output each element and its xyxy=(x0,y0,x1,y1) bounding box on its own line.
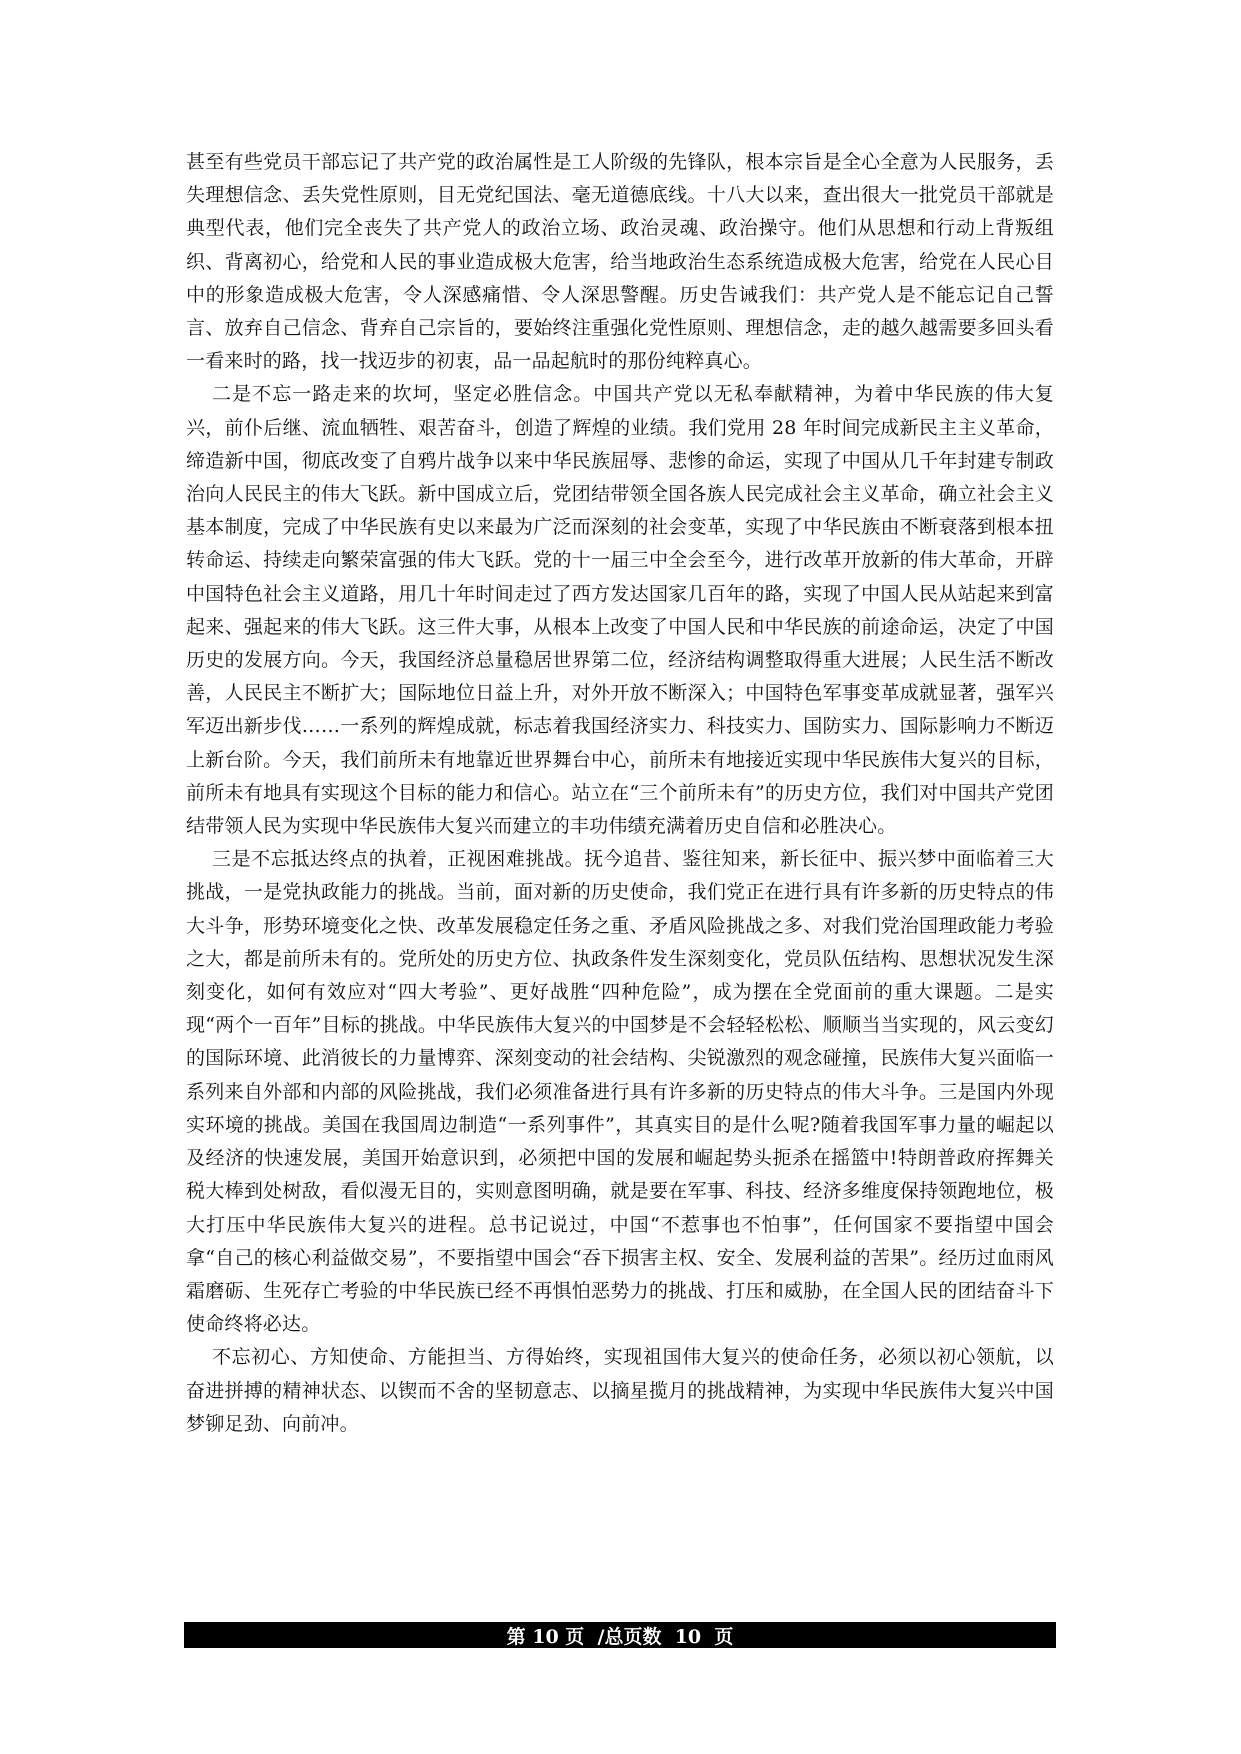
document-body xyxy=(186,146,1054,1441)
paragraph-4: 不忘初心、方知使命、方能担当、方得始终，实现祖国伟大复兴的使命任务，必须以初心领航，以奋进拼搏的精神状态、以锲而不舍的坚韧意志、以摘星揽月的挑战精神，为实现中华民族伟大复兴中国梦铆足劲、向前冲。 xyxy=(186,1346,1054,1435)
paragraph-2: 二是不忘一路走来的坎坷，坚定必胜信念。中国共产党以无私奉献精神，为着中华民族的伟大复兴，前仆后继、流血牺牲、艰苦奋斗，创造了辉煌的业绩。我们党用 28 年时间完成新民主主义革命，缔造新中国，彻底改变了自鸦片战争以来中华民族屈辱、悲惨的命运，实现了中国从几千年封建专制政治向人民民主的伟大飞跃。新中国成立后，党团结带领全国各族人民完成社会主义革命，确立社会主义基本制度，完成了中华民族有史以来最为广泛而深刻的社会变革，实现了中华民族由不断衰落到根本扭转命运、持续走向繁荣富强的伟大飞跃。党的十一届三中全会至今，进行改革开放新的伟大革命，开辟中国特色社会主义道路，用几十年时间走过了西方发达国家几百年的路，实现了中国人民从站起来到富起来、强起来的伟大飞跃。这三件大事，从根本上改变了中国人民和中华民族的前途命运，决定了中国历史的发展方向。今天，我国经济总量稳居世界第二位，经济结构调整取得重大进展；人民生活不断改善，人民民主不断扩大；国际地位日益上升，对外开放不断深入；中国特色军事变革成就显著，强军兴军迈出新步伐……一系列的辉煌成就，标志着我国经济实力、科技实力、国防实力、国际影响力不断迈上新台阶。今天，我们前所未有地靠近世界舞台中心，前所未有地接近实现中华民族伟大复兴的目标，前所未有地具有实现这个目标的能力和信心。站立在“三个前所未有”的历史方位，我们对中国共产党团结带领人民为实现中华民族伟大复兴而建立的丰功伟绩充满着历史自信和必胜决心。 xyxy=(186,383,1054,838)
paragraph-1: 甚至有些党员干部忘记了共产党的政治属性是工人阶级的先锋队，根本宗旨是全心全意为人民服务，丢失理想信念、丢失党性原则，目无党纪国法、毫无道德底线。十八大以来，查出很大一批党员干部就是典型代表，他们完全丧失了共产党人的政治立场、政治灵魂、政治操守。他们从思想和行动上背叛组织、背离初心，给党和人民的事业造成极大危害，给当地政治生态系统造成极大危害，给党在人民心目中的形象造成极大危害，令人深感痛惜、令人深思警醒。历史告诫我们：共产党人是不能忘记自己誓言、放弃自己信念、背弃自己宗旨的，要始终注重强化党性原则、理想信念，走的越久越需要多回头看一看来时的路，找一找迈步的初衷，品一品起航时的那份纯粹真心。 xyxy=(186,151,1054,373)
paragraph-3: 三是不忘抵达终点的执着，正视困难挑战。抚今追昔、鉴往知来，新长征中、振兴梦中面临着三大挑战，一是党执政能力的挑战。当前，面对新的历史使命，我们党正在进行具有许多新的历史特点的伟大斗争，形势环境变化之快、改革发展稳定任务之重、矛盾风险挑战之多、对我们党治国理政能力考验之大，都是前所未有的。党所处的历史方位、执政条件发生深刻变化，党员队伍结构、思想状况发生深刻变化，如何有效应对“四大考验”、更好战胜“四种危险”，成为摆在全党面前的重大课题。二是实现“两个一百年”目标的挑战。中华民族伟大复兴的中国梦是不会轻轻松松、顺顺当当实现的，风云变幻的国际环境、此消彼长的力量博弈、深刻变动的社会结构、尖锐激烈的观念碰撞，民族伟大复兴面临一系列来自外部和内部的风险挑战，我们必须准备进行具有许多新的历史特点的伟大斗争。三是国内外现实环境的挑战。美国在我国周边制造“一系列事件”，其真实目的是什么呢?随着我国军事力量的崛起以及经济的快速发展，美国开始意识到，必须把中国的发展和崛起势头扼杀在摇篮中!特朗普政府挥舞关税大棒到处树敌，看似漫无目的，实则意图明确，就是要在军事、科技、经济多维度保持领跑地位，极大打压中华民族伟大复兴的进程。总书记说过，中国“不惹事也不怕事”，任何国家不要指望中国会拿“自己的核心利益做交易”，不要指望中国会“吞下损害主权、安全、发展利益的苦果”。经历过血雨风霜磨砺、生死存亡考验的中华民族已经不再惧怕恶势力的挑战、打压和威胁，在全国人民的团结奋斗下使命终将必达。 xyxy=(186,848,1054,1336)
page-footer xyxy=(184,1622,1056,1648)
page-number-label: 第 10 页 /总页数 10 页 xyxy=(506,1625,734,1648)
